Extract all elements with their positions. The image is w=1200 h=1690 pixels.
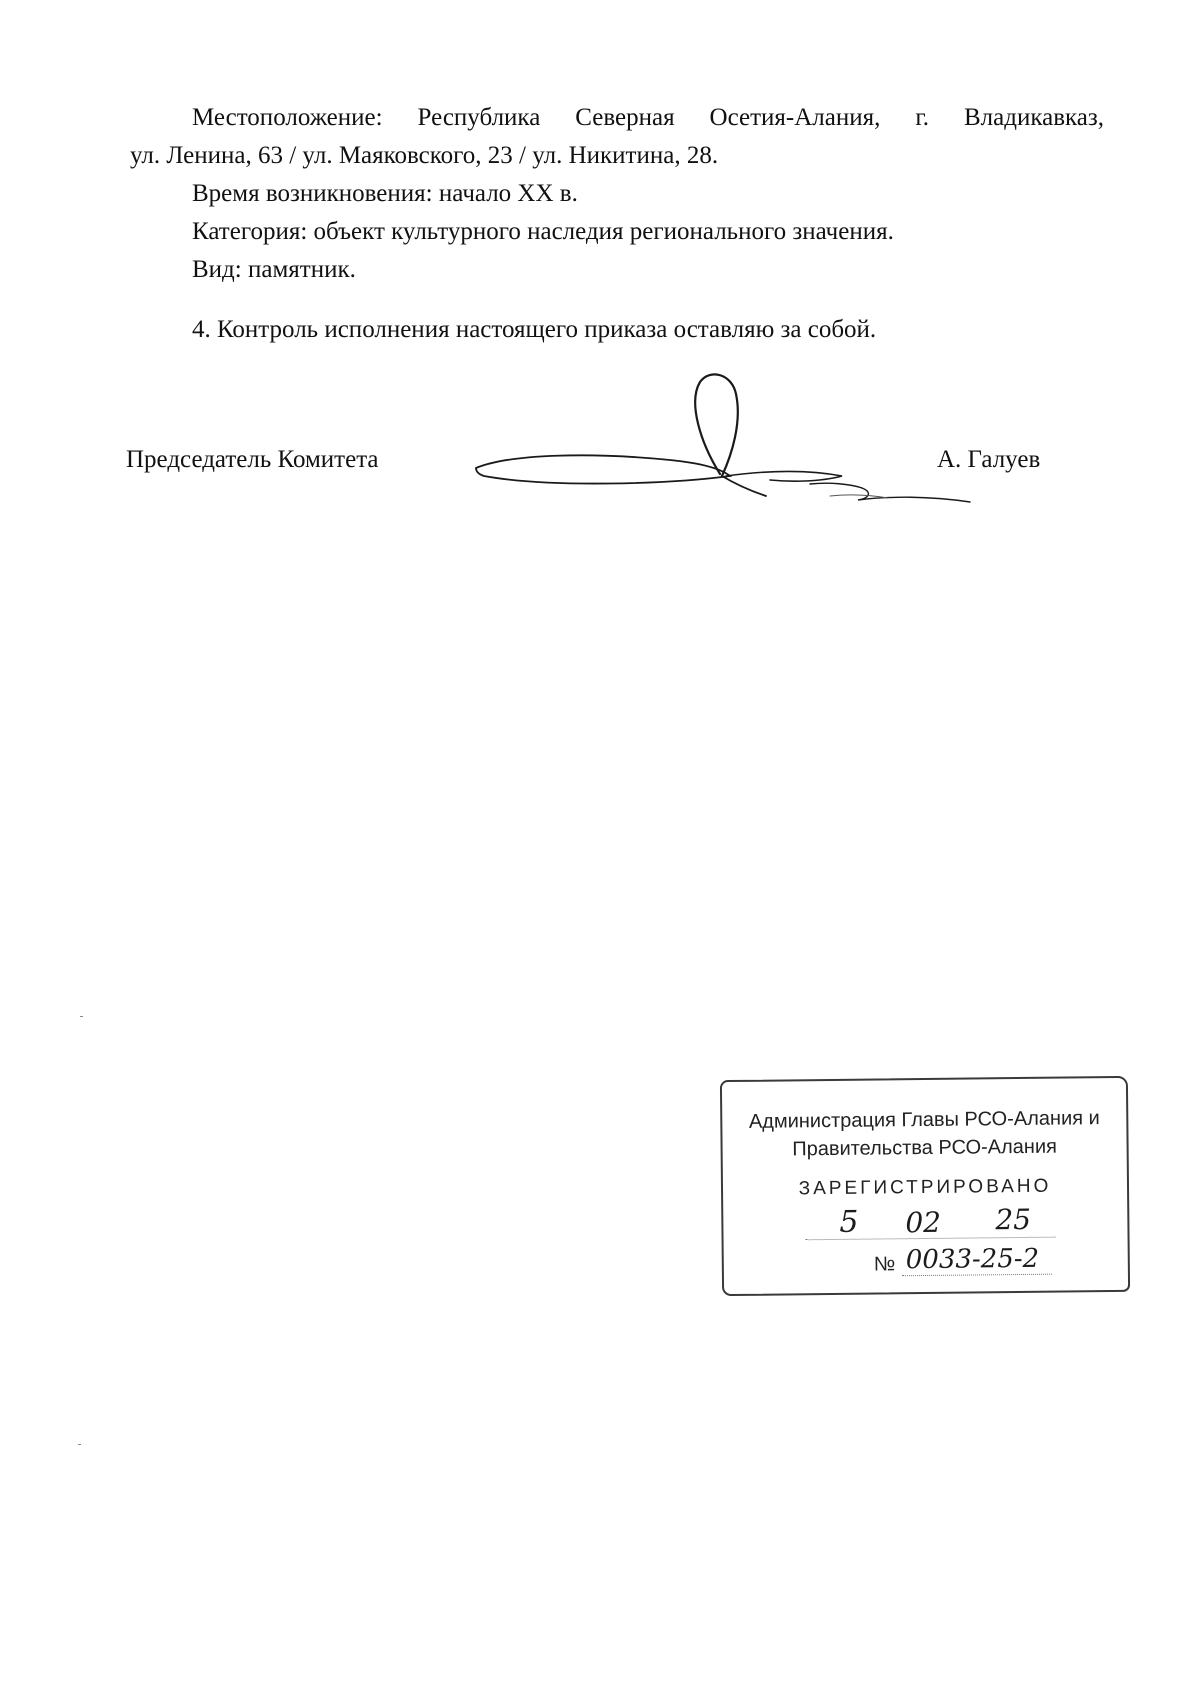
- stamp-date-field: [805, 1203, 1055, 1241]
- kind: Вид: памятник.: [192, 256, 356, 283]
- scan-speck: [78, 1444, 81, 1445]
- stamp-org-line-1: Администрация Главы РСО-Алания и: [748, 1107, 1100, 1133]
- stamp-date-year: 25: [995, 1202, 1032, 1237]
- clause-4: 4. Контроль исполнения настоящего приказа оставляю за собой.: [192, 316, 877, 343]
- scan-speck: [80, 1016, 83, 1017]
- category: Категория: объект культурного наследия регионального значения.: [192, 218, 894, 245]
- stamp-org-line-2: Правительства РСО-Алания: [792, 1135, 1058, 1161]
- signatory-name: А. Галуев: [937, 446, 1041, 473]
- handwritten-signature: [470, 372, 980, 512]
- location-line-1: Местоположение: Республика Северная Осетия-Алания, г. Владикавказ,: [192, 104, 1104, 131]
- location-line-2: ул. Ленина, 63 / ул. Маяковского, 23 / ул. Никитина, 28.: [130, 142, 719, 169]
- stamp-number-field: [902, 1243, 1052, 1277]
- registration-stamp: [720, 1076, 1130, 1296]
- stamp-number-value: 0033-25-2: [905, 1243, 1040, 1276]
- time-of-origin: Время возникновения: начало XX в.: [192, 180, 578, 207]
- stamp-status: ЗАРЕГИСТРИРОВАНО: [798, 1175, 1052, 1200]
- stamp-date-day: 5: [839, 1204, 859, 1240]
- stamp-number-label: №: [873, 1253, 896, 1276]
- signatory-position: Председатель Комитета: [126, 446, 379, 473]
- stamp-date-month: 02: [905, 1205, 942, 1240]
